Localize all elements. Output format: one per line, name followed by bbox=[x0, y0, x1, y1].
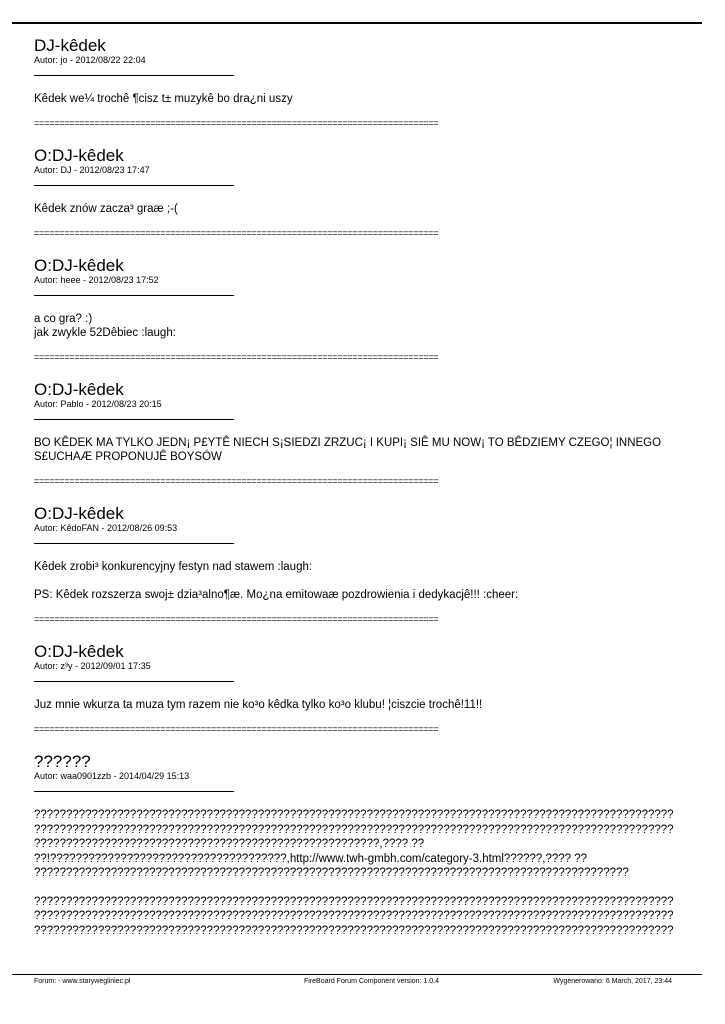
post-paragraph: Kêdek znów zacza³ graæ ;-( bbox=[34, 203, 178, 215]
post-title: O:DJ-kêdek bbox=[34, 256, 124, 275]
post-paragraph: Kêdek we¼ trochê ¶cisz t± muzykê bo dra¿ni uszy bbox=[34, 93, 293, 105]
post-author-line: Autor: heee - 2012/08/23 17:52 bbox=[34, 275, 159, 285]
post-paragraph: ???????????????????????????????????????????????????????????????????????????????????????????????????? ???????????????????????????????????????????????????????????????????????????????????????????????????? ??????????????????????????????????????????????????????,???? ?? ??!?????????????????????????????????????,http://www.twh-gmbh.com/category-3.html??????,???? ?? ????????????????????????????????????????????????????????????????????????????????????????????? bbox=[34, 809, 674, 879]
meta-divider bbox=[34, 75, 234, 76]
post-author-line: Autor: DJ - 2012/08/23 17:47 bbox=[34, 165, 150, 175]
post bbox=[34, 752, 694, 938]
post-paragraph: BO KÊDEK MA TYLKO JEDN¡ P£YTÊ NIECH S¡SIEDZI ZRZUC¡ I KUPI¡ SIÊ MU NOW¡ TO BÊDZIEMY CZEGO¦ INNEGO S£UCHAÆ PROPONUJÊ BOYSÓW bbox=[34, 437, 662, 463]
post bbox=[34, 256, 694, 362]
post-title: O:DJ-kêdek bbox=[34, 642, 124, 661]
post-body bbox=[34, 698, 694, 712]
post-separator: ================================================================================ bbox=[34, 724, 439, 734]
meta-divider bbox=[34, 419, 234, 420]
post-title: O:DJ-kêdek bbox=[34, 380, 124, 399]
post bbox=[34, 504, 694, 624]
footer-rule bbox=[12, 974, 702, 975]
footer-component-version: FireBoard Forum Component version: 1.0.4 bbox=[304, 978, 440, 985]
post-body bbox=[34, 808, 694, 938]
post-separator: ================================================================================ bbox=[34, 352, 439, 362]
meta-divider bbox=[34, 791, 234, 792]
post-body bbox=[34, 436, 694, 464]
meta-divider bbox=[34, 185, 234, 186]
post-paragraph: ???????????????????????????????????????????????????????????????????????????????????????????????????? ???????????????????????????????????????????????????????????????????????????????????????????????????? ???????????????????????????????????????????????????????????????????????????????????????????????????? bbox=[34, 895, 674, 937]
post-separator: ================================================================================ bbox=[34, 614, 439, 624]
post-paragraph: a co gra? :) jak zwykle 52Dêbiec :laugh: bbox=[34, 313, 176, 339]
post bbox=[34, 146, 694, 238]
post-title: DJ-kêdek bbox=[34, 36, 106, 55]
post bbox=[34, 380, 694, 486]
post-author-line: Autor: jo - 2012/08/22 22:04 bbox=[34, 55, 146, 65]
header-rule bbox=[12, 22, 702, 24]
post-separator: ================================================================================ bbox=[34, 476, 439, 486]
meta-divider bbox=[34, 295, 234, 296]
post-body bbox=[34, 312, 694, 340]
post bbox=[34, 36, 694, 128]
post-author-line: Autor: z³y - 2012/09/01 17:35 bbox=[34, 661, 151, 671]
post-author-line: Autor: KêdoFAN - 2012/08/26 09:53 bbox=[34, 523, 178, 533]
forum-thread bbox=[34, 36, 694, 938]
meta-divider bbox=[34, 681, 234, 682]
post-separator: ================================================================================ bbox=[34, 228, 439, 238]
post-title: ?????? bbox=[34, 752, 91, 771]
post-body bbox=[34, 92, 694, 106]
post bbox=[34, 642, 694, 734]
meta-divider bbox=[34, 543, 234, 544]
post-paragraph: Juz mnie wkurza ta muza tym razem nie ko³o kêdka tylko ko³o klubu! ¦ciszcie trochê!11!! bbox=[34, 699, 483, 711]
post-author-line: Autor: waa0901zzb - 2014/04/29 15:13 bbox=[34, 771, 190, 781]
post-body bbox=[34, 202, 694, 216]
post-title: O:DJ-kêdek bbox=[34, 146, 124, 165]
footer-forum-name: Forum: - www.starywegliniec.pl bbox=[34, 978, 131, 985]
post-body bbox=[34, 560, 694, 602]
footer-generated-date: Wygenerowano: 6 March, 2017, 23:44 bbox=[553, 978, 672, 985]
post-paragraph: Kêdek zrobi³ konkurencyjny festyn nad stawem :laugh: bbox=[34, 561, 313, 573]
post-separator: ================================================================================ bbox=[34, 118, 439, 128]
post-title: O:DJ-kêdek bbox=[34, 504, 124, 523]
post-paragraph: PS: Kêdek rozszerza swoj± dzia³alno¶æ. Mo¿na emitowaæ pozdrowienia i dedykacjê!!! :cheer: bbox=[34, 589, 519, 601]
post-author-line: Autor: Pablo - 2012/08/23 20:15 bbox=[34, 399, 162, 409]
